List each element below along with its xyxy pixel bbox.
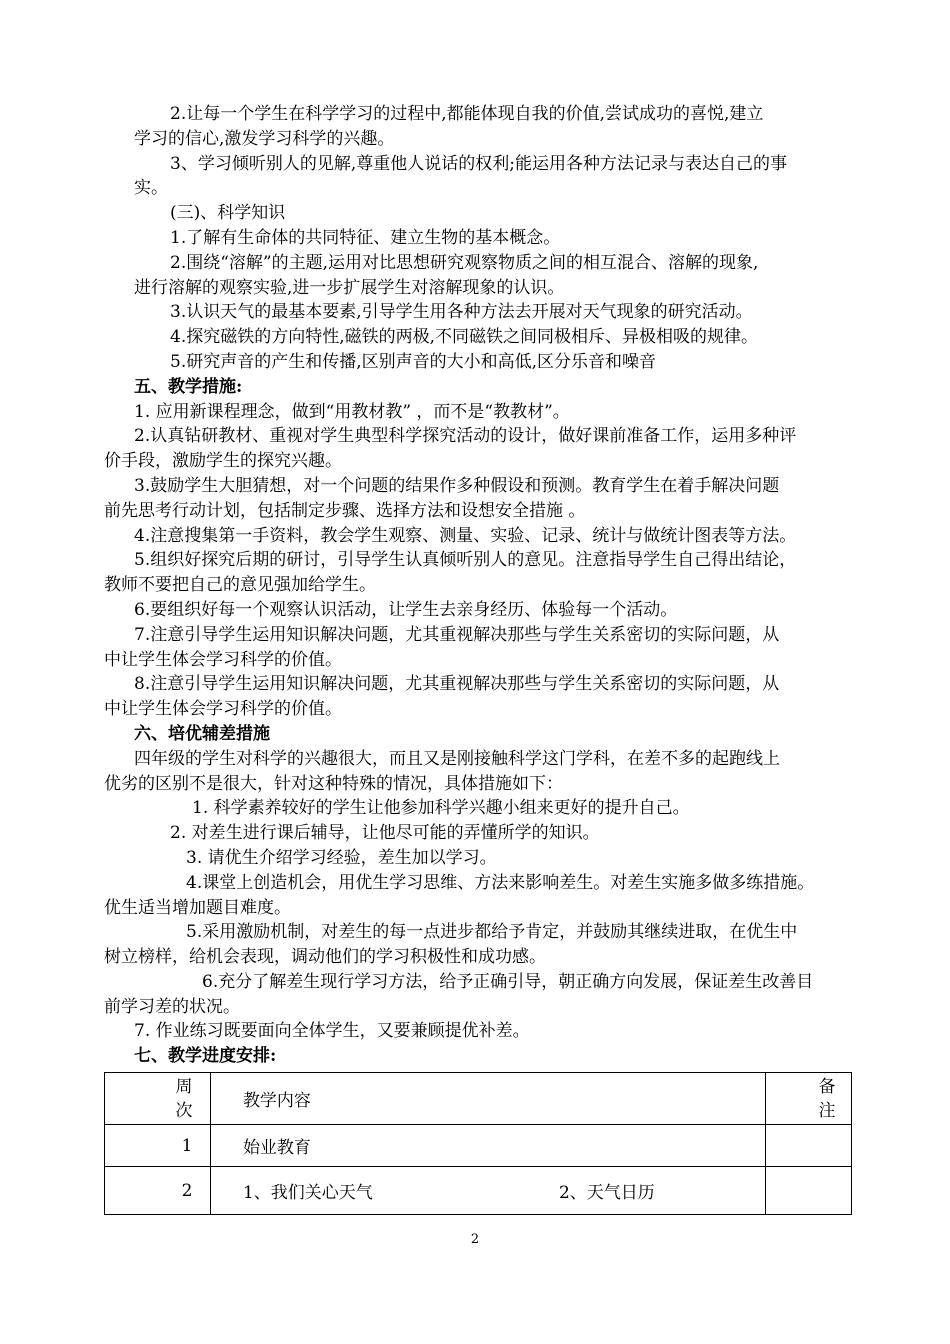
week-number: 1 xyxy=(181,1135,193,1156)
table-header-row xyxy=(105,1073,852,1125)
section-heading: 七、教学进度安排: xyxy=(134,1046,277,1067)
text-line: 前学习差的状况。 xyxy=(104,996,240,1017)
text-line: 优劣的区别不是很大，针对这种特殊的情况，具体措施如下： xyxy=(104,773,563,794)
text-line: (三)、科学知识 xyxy=(170,203,286,224)
content-header xyxy=(210,1073,765,1125)
text-line: 2. 对差生进行课后辅导，让他尽可能的弄懂所学的知识。 xyxy=(170,823,600,844)
note-header xyxy=(766,1073,852,1125)
text-line: 进行溶解的观察实验,进一步扩展学生对溶解现象的认识。 xyxy=(134,277,565,298)
text-line: 中让学生体会学习科学的价值。 xyxy=(104,699,342,720)
text-line: 2.围绕“溶解”的主题,运用对比思想研究观察物质之间的相互混合、溶解的现象, xyxy=(170,252,759,273)
text-line: 学习的信心,激发学习科学的兴趣。 xyxy=(134,128,395,149)
text-line: 四年级的学生对科学的兴趣很大，而且又是刚接触科学这门学科，在差不多的起跑线上 xyxy=(134,748,780,769)
text-line: 5.研究声音的产生和传播,区别声音的大小和高低,区分乐音和噪音 xyxy=(170,351,657,372)
text-line: 教师不要把自己的意见强加给学生。 xyxy=(104,575,376,596)
text-line: 7.注意引导学生运用知识解决问题，尤其重视解决那些与学生关系密切的实际问题，从 xyxy=(134,624,780,645)
week-cell xyxy=(105,1125,211,1167)
table-row xyxy=(105,1125,852,1167)
text-line: 树立榜样，给机会表现，调动他们的学习积极性和成功感。 xyxy=(104,947,546,968)
text-line: 4.课堂上创造机会，用优生学习思维、方法来影响差生。对差生实施多做多练措施。 xyxy=(186,872,815,893)
lesson-content-second: 2、天气日历 xyxy=(558,1183,655,1203)
section-heading: 五、教学措施: xyxy=(134,376,243,397)
content-header-text: 教学内容 xyxy=(242,1091,311,1111)
text-line: 1.了解有生命体的共同特征、建立生物的基本概念。 xyxy=(170,227,561,248)
text-line: 价手段，激励学生的探究兴趣。 xyxy=(104,451,342,472)
week-number: 2 xyxy=(181,1180,193,1201)
teaching-schedule-table xyxy=(104,1072,852,1215)
content-cell xyxy=(210,1125,765,1167)
note-header-text: 备 注 xyxy=(818,1076,836,1121)
text-line: 1. 科学素养较好的学生让他参加科学兴趣小组来更好的提升自己。 xyxy=(192,798,690,819)
note-cell xyxy=(766,1167,852,1215)
lesson-content: 1、我们关心天气 xyxy=(242,1183,373,1203)
content-cell xyxy=(210,1167,765,1215)
page-number: 2 xyxy=(470,1232,480,1247)
text-line: 5.采用激励机制，对差生的每一点进步都给予肯定，并鼓励其继续进取，在优生中 xyxy=(186,922,798,943)
text-line: 3.鼓励学生大胆猜想，对一个问题的结果作多种假设和预测。教育学生在着手解决问题 xyxy=(134,475,780,496)
text-line: 2.让每一个学生在科学学习的过程中,都能体现自我的价值,尝试成功的喜悦,建立 xyxy=(170,104,764,124)
text-line: 3. 请优生介绍学习经验，差生加以学习。 xyxy=(186,847,497,868)
text-line: 6.要组织好每一个观察认识活动，让学生去亲身经历、体验每一个活动。 xyxy=(134,599,678,620)
document-body xyxy=(104,102,856,1069)
table-row xyxy=(105,1167,852,1215)
text-line: 1. 应用新课程理念，做到“用教材教” ，而不是“教教材”。 xyxy=(134,401,570,422)
text-line: 4.探究磁铁的方向特性,磁铁的两极,不同磁铁之间同极相斥、异极相吸的规律。 xyxy=(170,327,759,348)
section-heading: 六、培优辅差措施 xyxy=(134,723,270,744)
text-line: 5.组织好探究后期的研讨，引导学生认真倾听别人的意见。注意指导学生自己得出结论， xyxy=(134,550,797,571)
text-line: 6.充分了解差生现行学习方法，给予正确引导，朝正确方向发展，保证差生改善目 xyxy=(202,971,814,992)
lesson-content: 始业教育 xyxy=(242,1138,311,1158)
text-line: 3.认识天气的最基本要素,引导学生用各种方法去开展对天气现象的研究活动。 xyxy=(170,302,753,323)
note-cell xyxy=(766,1125,852,1167)
text-line: 2.认真钻研教材、重视对学生典型科学探究活动的设计，做好课前准备工作，运用多种评 xyxy=(134,426,797,447)
text-line: 实。 xyxy=(134,178,168,199)
week-cell xyxy=(105,1167,211,1215)
text-line: 中让学生体会学习科学的价值。 xyxy=(104,649,342,670)
text-line: 3、学习倾听别人的见解,尊重他人说话的权利;能运用各种方法记录与表达自己的事 xyxy=(170,153,787,174)
text-line: 优生适当增加题目难度。 xyxy=(104,897,291,918)
week-header xyxy=(105,1073,211,1125)
text-line: 7. 作业练习既要面向全体学生，又要兼顾提优补差。 xyxy=(134,1021,530,1042)
text-line: 4.注意搜集第一手资料，教会学生观察、测量、实验、记录、统计与做统计图表等方法。 xyxy=(134,525,797,546)
week-header-text: 周 次 xyxy=(175,1076,193,1121)
text-line: 前先思考行动计划，包括制定步骤、选择方法和设想安全措施 。 xyxy=(104,500,586,521)
text-line: 8.注意引导学生运用知识解决问题，尤其重视解决那些与学生关系密切的实际问题，从 xyxy=(134,674,780,695)
